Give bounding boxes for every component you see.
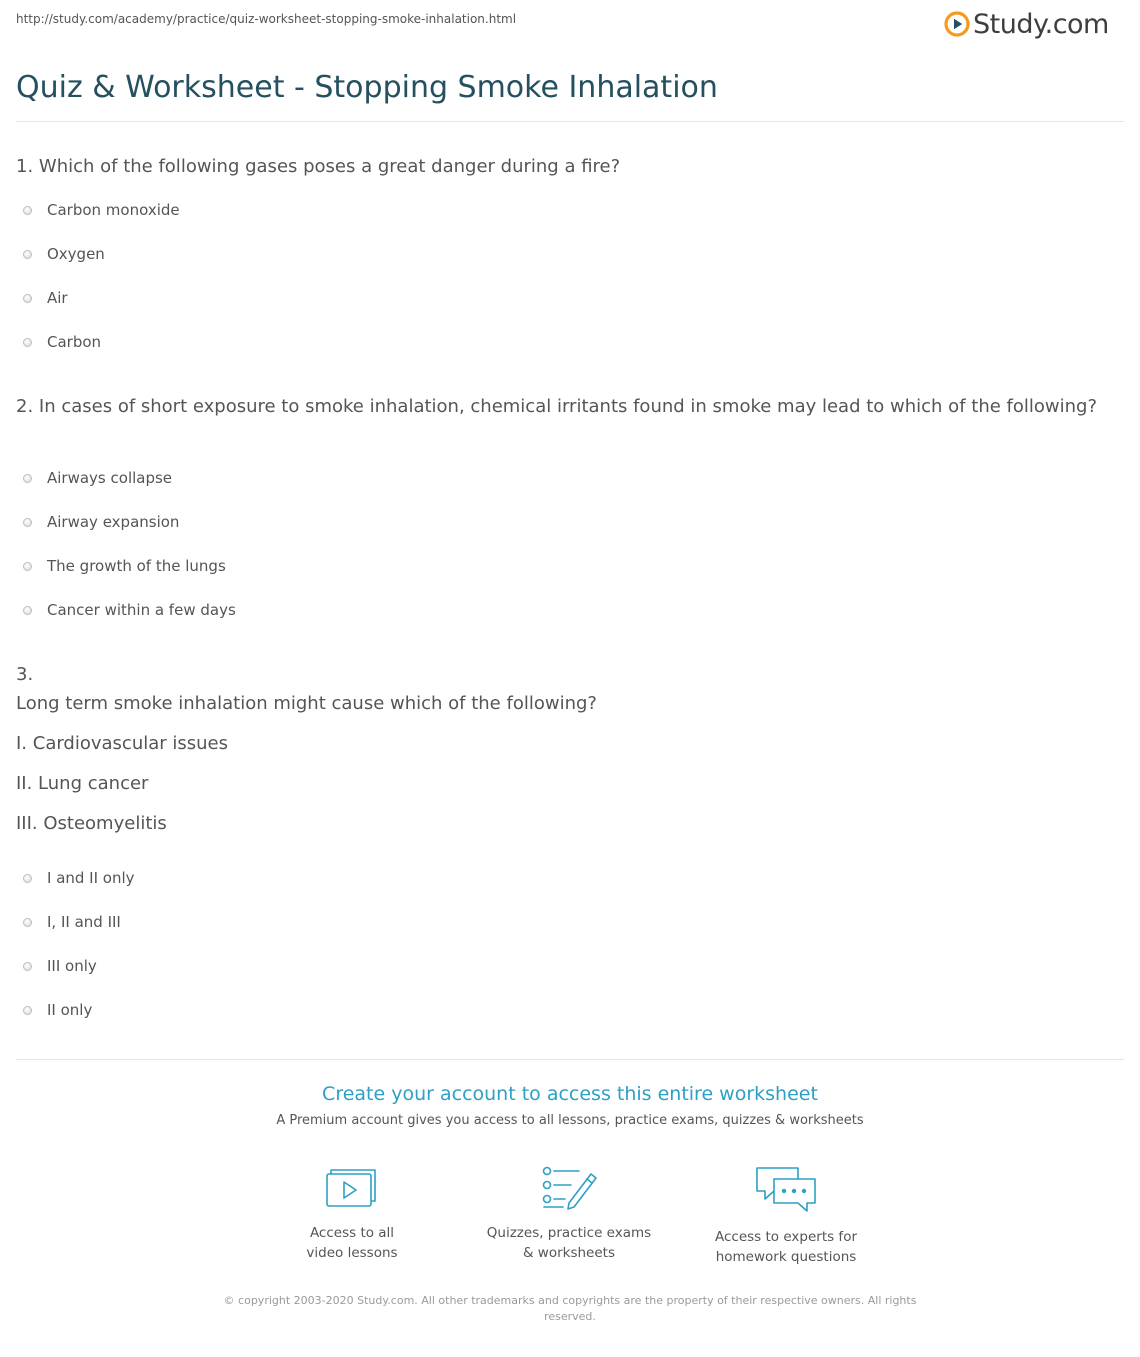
page-url: http://study.com/academy/practice/quiz-worksheet-stopping-smoke-inhalation.html: [16, 12, 517, 26]
title-divider: [16, 121, 1124, 122]
radio-button[interactable]: [23, 562, 32, 571]
radio-button[interactable]: [23, 606, 32, 615]
question-3-text: Long term smoke inhalation might cause which of the following?: [16, 693, 597, 714]
feature-label: Quizzes, practice exams & worksheets: [486, 1225, 652, 1261]
answer-option[interactable]: [23, 511, 179, 533]
answer-label: Oxygen: [47, 245, 105, 263]
radio-button[interactable]: [23, 474, 32, 483]
question-3-item: III. Osteomyelitis: [16, 813, 167, 834]
answer-option[interactable]: [23, 955, 97, 977]
question-2-text: 2. In cases of short exposure to smoke inhalation, chemical irritants found in smoke may lead to which of the following?: [16, 396, 1097, 417]
feature-label: Access to experts for homework questions: [714, 1229, 857, 1265]
answer-label: Carbon: [47, 333, 102, 351]
cta-divider: [16, 1059, 1124, 1060]
answer-label: II only: [47, 1001, 93, 1019]
question-3-item: II. Lung cancer: [16, 773, 149, 794]
radio-button[interactable]: [23, 206, 32, 215]
answer-label: Cancer within a few days: [47, 601, 236, 619]
answer-option[interactable]: [23, 331, 101, 353]
answer-label: Airway expansion: [47, 513, 180, 531]
question-3-item: I. Cardiovascular issues: [16, 733, 229, 754]
answer-option[interactable]: [23, 243, 105, 265]
answer-option[interactable]: [23, 999, 92, 1021]
answer-label: Carbon monoxide: [47, 201, 180, 219]
radio-button[interactable]: [23, 918, 32, 927]
chat-bubbles-icon: [754, 1165, 818, 1215]
radio-button[interactable]: [23, 962, 32, 971]
answer-label: Air: [47, 289, 68, 307]
answer-option[interactable]: [23, 467, 172, 489]
video-lessons-icon: [325, 1165, 379, 1211]
answer-label: The growth of the lungs: [47, 557, 226, 575]
answer-label: I, II and III: [47, 913, 121, 931]
create-account-link[interactable]: Create your account to access this entire worksheet: [322, 1083, 818, 1105]
play-circle-icon: [944, 11, 970, 37]
question-1-text: 1. Which of the following gases poses a great danger during a fire?: [16, 156, 621, 177]
radio-button[interactable]: [23, 518, 32, 527]
cta-subtitle: A Premium account gives you access to all lessons, practice exams, quizzes & worksheets: [276, 1113, 864, 1128]
logo-text: Study.com: [973, 8, 1109, 40]
radio-button[interactable]: [23, 250, 32, 259]
answer-option[interactable]: [23, 287, 68, 309]
page-title: Quiz & Worksheet - Stopping Smoke Inhalation: [16, 70, 718, 105]
radio-button[interactable]: [23, 874, 32, 883]
feature-label: Access to all video lessons: [306, 1225, 398, 1261]
copyright-notice: © copyright 2003-2020 Study.com. All other trademarks and copyrights are the property of their respective owners. All rights reserved.: [223, 1294, 917, 1323]
answer-option[interactable]: [23, 599, 236, 621]
answer-option[interactable]: [23, 199, 180, 221]
answer-label: Airways collapse: [47, 469, 173, 487]
answer-option[interactable]: [23, 555, 226, 577]
radio-button[interactable]: [23, 1006, 32, 1015]
study-com-logo[interactable]: [944, 6, 1109, 42]
feature-video-lessons: [262, 1165, 442, 1263]
question-3-number: 3.: [16, 664, 34, 685]
answer-label: III only: [47, 957, 97, 975]
radio-button[interactable]: [23, 338, 32, 347]
quiz-checklist-icon: [541, 1165, 597, 1211]
answer-option[interactable]: [23, 911, 121, 933]
answer-option[interactable]: [23, 867, 135, 889]
feature-experts: [696, 1165, 876, 1267]
radio-button[interactable]: [23, 294, 32, 303]
answer-label: I and II only: [47, 869, 135, 887]
feature-quizzes: [479, 1165, 659, 1263]
